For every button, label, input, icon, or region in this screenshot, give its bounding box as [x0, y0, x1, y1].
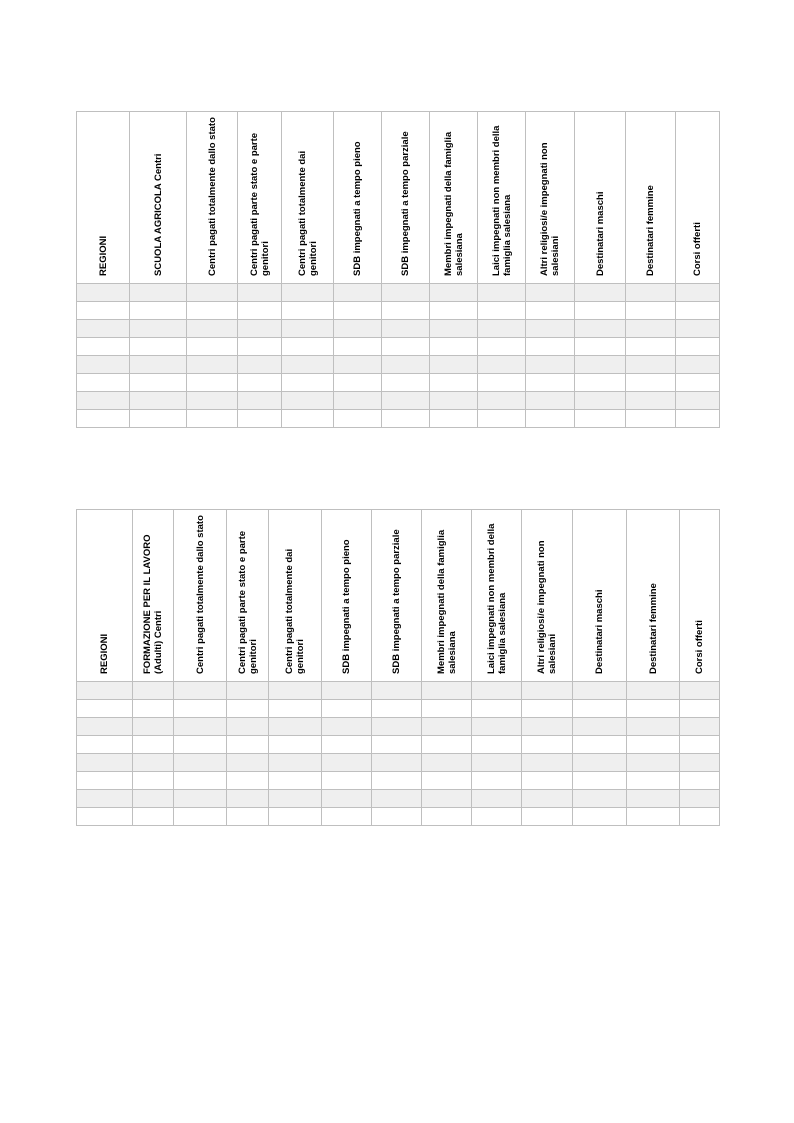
table-cell[interactable]	[573, 736, 627, 754]
table-cell[interactable]	[269, 682, 322, 700]
table-cell[interactable]	[422, 718, 472, 736]
table-cell[interactable]	[77, 338, 130, 356]
table-cell[interactable]	[133, 736, 174, 754]
table-cell[interactable]	[130, 284, 187, 302]
table-cell[interactable]	[575, 320, 626, 338]
table-cell[interactable]	[478, 392, 526, 410]
table-cell[interactable]	[478, 374, 526, 392]
table-cell[interactable]	[322, 718, 372, 736]
table-cell[interactable]	[680, 700, 720, 718]
table-cell[interactable]	[133, 682, 174, 700]
table-cell[interactable]	[133, 790, 174, 808]
table-cell[interactable]	[269, 754, 322, 772]
table-cell[interactable]	[133, 700, 174, 718]
table-cell[interactable]	[627, 718, 680, 736]
table-cell[interactable]	[133, 772, 174, 790]
table-cell[interactable]	[130, 338, 187, 356]
table-cell[interactable]	[472, 754, 522, 772]
table-cell[interactable]	[282, 302, 334, 320]
table-cell[interactable]	[77, 682, 133, 700]
table-cell[interactable]	[472, 736, 522, 754]
table-row	[77, 772, 720, 790]
table-cell[interactable]	[422, 754, 472, 772]
table-cell[interactable]	[227, 790, 269, 808]
table-cell[interactable]	[77, 392, 130, 410]
table-cell[interactable]	[334, 338, 382, 356]
table-cell[interactable]	[472, 808, 522, 826]
table-cell[interactable]	[430, 410, 478, 428]
table-cell[interactable]	[522, 772, 573, 790]
table-row	[77, 320, 720, 338]
table-cell[interactable]	[573, 718, 627, 736]
table-cell[interactable]	[573, 808, 627, 826]
table-cell[interactable]	[238, 320, 282, 338]
col-header-maschi: Destinatari maschi	[573, 510, 627, 682]
table-cell[interactable]	[522, 718, 573, 736]
table-cell[interactable]	[627, 808, 680, 826]
table-cell[interactable]	[526, 356, 575, 374]
table-cell[interactable]	[227, 754, 269, 772]
table-cell[interactable]	[526, 410, 575, 428]
table-cell[interactable]	[227, 718, 269, 736]
table-cell[interactable]	[77, 320, 130, 338]
table-cell[interactable]	[575, 338, 626, 356]
table-cell[interactable]	[227, 682, 269, 700]
col-header-corsi: Corsi offerti	[676, 112, 720, 284]
table-row	[77, 410, 720, 428]
table-cell[interactable]	[522, 700, 573, 718]
table-cell[interactable]	[77, 410, 130, 428]
col-header-regioni: REGIONI	[77, 112, 130, 284]
table-cell[interactable]	[680, 682, 720, 700]
table-cell[interactable]	[174, 790, 227, 808]
table-cell[interactable]	[573, 772, 627, 790]
table-cell[interactable]	[522, 736, 573, 754]
table-row	[77, 356, 720, 374]
table-cell[interactable]	[627, 790, 680, 808]
table-cell[interactable]	[472, 700, 522, 718]
table-row	[77, 736, 720, 754]
col-header-femmine: Destinatari femmine	[626, 112, 676, 284]
table-cell[interactable]	[174, 718, 227, 736]
table-cell[interactable]	[676, 392, 720, 410]
table-cell[interactable]	[174, 736, 227, 754]
table-row	[77, 338, 720, 356]
table-cell[interactable]	[422, 772, 472, 790]
col-header-altri: Altri religiosi/e impegnati non salesiani	[526, 112, 575, 284]
table-cell[interactable]	[282, 338, 334, 356]
table-cell[interactable]	[382, 374, 430, 392]
table-cell[interactable]	[130, 356, 187, 374]
table-cell[interactable]	[133, 754, 174, 772]
table-cell[interactable]	[627, 682, 680, 700]
col-header-laici: Laici impegnati non membri della famiglia salesiana	[472, 510, 522, 682]
table-cell[interactable]	[478, 356, 526, 374]
table-cell[interactable]	[626, 302, 676, 320]
table-cell[interactable]	[522, 808, 573, 826]
table-cell[interactable]	[430, 338, 478, 356]
col-header-pagati-stato: Centri pagati totalmente dallo stato	[174, 510, 227, 682]
col-header-corsi: Corsi offerti	[680, 510, 720, 682]
table-cell[interactable]	[133, 718, 174, 736]
table-cell[interactable]	[680, 772, 720, 790]
table-cell[interactable]	[187, 338, 238, 356]
formazione-lavoro-table	[76, 509, 720, 826]
table-cell[interactable]	[227, 772, 269, 790]
table-cell[interactable]	[478, 410, 526, 428]
table-cell[interactable]	[282, 392, 334, 410]
table-cell[interactable]	[77, 700, 133, 718]
col-header-pagati-genitori: Centri pagati totalmente dai genitori	[282, 112, 334, 284]
table-cell[interactable]	[382, 392, 430, 410]
table-cell[interactable]	[227, 808, 269, 826]
col-header-centri: SCUOLA AGRICOLA Centri	[130, 112, 187, 284]
table-cell[interactable]	[478, 338, 526, 356]
table-cell[interactable]	[430, 374, 478, 392]
table-cell[interactable]	[322, 754, 372, 772]
col-header-sdb-parziale: SDB impegnati a tempo parziale	[382, 112, 430, 284]
table-cell[interactable]	[77, 374, 130, 392]
table-cell[interactable]	[334, 356, 382, 374]
table-cell[interactable]	[526, 392, 575, 410]
table-cell[interactable]	[680, 808, 720, 826]
table-cell[interactable]	[372, 754, 422, 772]
table-cell[interactable]	[238, 392, 282, 410]
table-row	[77, 284, 720, 302]
table-cell[interactable]	[133, 808, 174, 826]
table-cell[interactable]	[372, 808, 422, 826]
table-row	[77, 754, 720, 772]
col-header-pagati-genitori: Centri pagati totalmente dai genitori	[269, 510, 322, 682]
table-cell[interactable]	[575, 410, 626, 428]
col-header-sdb-pieno: SDB impegnati a tempo pieno	[322, 510, 372, 682]
col-header-membri: Membri impegnati della famiglia salesiana	[422, 510, 472, 682]
table-cell[interactable]	[478, 302, 526, 320]
table-cell[interactable]	[238, 284, 282, 302]
table-cell[interactable]	[680, 754, 720, 772]
table-cell[interactable]	[130, 410, 187, 428]
table-cell[interactable]	[626, 392, 676, 410]
table-cell[interactable]	[573, 754, 627, 772]
table-cell[interactable]	[174, 808, 227, 826]
table-cell[interactable]	[269, 772, 322, 790]
table-cell[interactable]	[472, 772, 522, 790]
table-cell[interactable]	[334, 302, 382, 320]
table-cell[interactable]	[680, 718, 720, 736]
table-cell[interactable]	[322, 736, 372, 754]
table-cell[interactable]	[77, 754, 133, 772]
table-cell[interactable]	[174, 754, 227, 772]
table-cell[interactable]	[77, 284, 130, 302]
table-cell[interactable]	[282, 410, 334, 428]
table-cell[interactable]	[472, 790, 522, 808]
table-cell[interactable]	[422, 700, 472, 718]
table-cell[interactable]	[130, 374, 187, 392]
table-cell[interactable]	[77, 736, 133, 754]
col-header-pagati-stato: Centri pagati totalmente dallo stato	[187, 112, 238, 284]
table-cell[interactable]	[382, 338, 430, 356]
table-cell[interactable]	[680, 736, 720, 754]
table-cell[interactable]	[322, 790, 372, 808]
table-cell[interactable]	[282, 356, 334, 374]
table-cell[interactable]	[372, 718, 422, 736]
table-cell[interactable]	[187, 392, 238, 410]
table-cell[interactable]	[187, 410, 238, 428]
table-cell[interactable]	[478, 320, 526, 338]
table-cell[interactable]	[626, 338, 676, 356]
table-cell[interactable]	[626, 410, 676, 428]
table-cell[interactable]	[573, 700, 627, 718]
table-cell[interactable]	[238, 356, 282, 374]
table-cell[interactable]	[130, 392, 187, 410]
table-row	[77, 718, 720, 736]
table-cell[interactable]	[322, 700, 372, 718]
table-cell[interactable]	[526, 338, 575, 356]
table-cell[interactable]	[422, 790, 472, 808]
table-cell[interactable]	[187, 284, 238, 302]
col-header-membri: Membri impegnati della famiglia salesiana	[430, 112, 478, 284]
table-cell[interactable]	[130, 302, 187, 320]
table-cell[interactable]	[575, 392, 626, 410]
col-header-centri: FORMAZIONE PER IL LAVORO (Adulti) Centri	[133, 510, 174, 682]
table-cell[interactable]	[430, 302, 478, 320]
table-cell[interactable]	[526, 320, 575, 338]
table-cell[interactable]	[174, 700, 227, 718]
table-row	[77, 808, 720, 826]
table-cell[interactable]	[472, 682, 522, 700]
table-cell[interactable]	[77, 302, 130, 320]
table-cell[interactable]	[382, 302, 430, 320]
table-cell[interactable]	[627, 772, 680, 790]
table-cell[interactable]	[130, 320, 187, 338]
col-header-regioni: REGIONI	[77, 510, 133, 682]
col-header-pagati-parte: Centri pagati parte stato e parte genitori	[238, 112, 282, 284]
table-cell[interactable]	[526, 284, 575, 302]
table-cell[interactable]	[238, 338, 282, 356]
table-cell[interactable]	[626, 374, 676, 392]
table-cell[interactable]	[334, 392, 382, 410]
table-cell[interactable]	[676, 284, 720, 302]
table-cell[interactable]	[422, 736, 472, 754]
table-cell[interactable]	[269, 736, 322, 754]
table-cell[interactable]	[478, 284, 526, 302]
table-body	[77, 284, 720, 428]
table-cell[interactable]	[382, 356, 430, 374]
header-row	[77, 510, 720, 682]
table-cell[interactable]	[382, 410, 430, 428]
col-header-femmine: Destinatari femmine	[627, 510, 680, 682]
table-cell[interactable]	[77, 772, 133, 790]
table-cell[interactable]	[77, 356, 130, 374]
table-cell[interactable]	[626, 284, 676, 302]
col-header-pagati-parte: Centri pagati parte stato e parte genitori	[227, 510, 269, 682]
table-cell[interactable]	[430, 356, 478, 374]
table-cell[interactable]	[334, 320, 382, 338]
table-cell[interactable]	[676, 410, 720, 428]
table-cell[interactable]	[77, 808, 133, 826]
table-cell[interactable]	[573, 790, 627, 808]
table-cell[interactable]	[269, 700, 322, 718]
table-cell[interactable]	[382, 320, 430, 338]
table-cell[interactable]	[322, 772, 372, 790]
table-cell[interactable]	[575, 302, 626, 320]
table-cell[interactable]	[626, 320, 676, 338]
table-cell[interactable]	[575, 374, 626, 392]
table-cell[interactable]	[627, 700, 680, 718]
table-cell[interactable]	[269, 790, 322, 808]
col-header-sdb-parziale: SDB impegnati a tempo parziale	[372, 510, 422, 682]
table-cell[interactable]	[372, 790, 422, 808]
table-cell[interactable]	[269, 808, 322, 826]
table-cell[interactable]	[322, 682, 372, 700]
table-cell[interactable]	[676, 374, 720, 392]
table-cell[interactable]	[575, 284, 626, 302]
table-cell[interactable]	[676, 338, 720, 356]
table-body	[77, 682, 720, 826]
table-cell[interactable]	[382, 284, 430, 302]
table-row	[77, 790, 720, 808]
table-cell[interactable]	[372, 772, 422, 790]
table-cell[interactable]	[269, 718, 322, 736]
table-cell[interactable]	[227, 736, 269, 754]
table-cell[interactable]	[322, 808, 372, 826]
table-cell[interactable]	[430, 392, 478, 410]
table-cell[interactable]	[472, 718, 522, 736]
table-cell[interactable]	[334, 410, 382, 428]
table-cell[interactable]	[77, 790, 133, 808]
table-cell[interactable]	[372, 736, 422, 754]
table-cell[interactable]	[626, 356, 676, 374]
table-cell[interactable]	[430, 284, 478, 302]
table-cell[interactable]	[676, 320, 720, 338]
table-cell[interactable]	[627, 754, 680, 772]
table-cell[interactable]	[187, 356, 238, 374]
table-cell[interactable]	[676, 302, 720, 320]
header-row	[77, 112, 720, 284]
table-cell[interactable]	[430, 320, 478, 338]
col-header-maschi: Destinatari maschi	[575, 112, 626, 284]
table-cell[interactable]	[238, 302, 282, 320]
table-cell[interactable]	[187, 374, 238, 392]
table-cell[interactable]	[282, 320, 334, 338]
table-cell[interactable]	[334, 374, 382, 392]
table-cell[interactable]	[282, 374, 334, 392]
table-cell[interactable]	[187, 320, 238, 338]
table-cell[interactable]	[238, 374, 282, 392]
table-cell[interactable]	[422, 682, 472, 700]
table-row	[77, 302, 720, 320]
table-cell[interactable]	[174, 682, 227, 700]
table-cell[interactable]	[334, 284, 382, 302]
table-cell[interactable]	[676, 356, 720, 374]
col-header-laici: Laici impegnati non membri della famiglia salesiana	[478, 112, 526, 284]
table-row	[77, 682, 720, 700]
table-cell[interactable]	[526, 374, 575, 392]
table-cell[interactable]	[174, 772, 227, 790]
table-cell[interactable]	[282, 284, 334, 302]
table-cell[interactable]	[522, 790, 573, 808]
table-cell[interactable]	[522, 682, 573, 700]
table-cell[interactable]	[522, 754, 573, 772]
table-cell[interactable]	[575, 356, 626, 374]
table-cell[interactable]	[372, 682, 422, 700]
table-cell[interactable]	[187, 302, 238, 320]
table-row	[77, 392, 720, 410]
table-cell[interactable]	[573, 682, 627, 700]
table-cell[interactable]	[422, 808, 472, 826]
col-header-altri: Altri religiosi/e impegnati non salesiani	[522, 510, 573, 682]
table-cell[interactable]	[238, 410, 282, 428]
table-row	[77, 700, 720, 718]
table-cell[interactable]	[77, 718, 133, 736]
table-row	[77, 374, 720, 392]
table-cell[interactable]	[680, 790, 720, 808]
col-header-sdb-pieno: SDB impegnati a tempo pieno	[334, 112, 382, 284]
table-cell[interactable]	[372, 700, 422, 718]
table-cell[interactable]	[526, 302, 575, 320]
table-cell[interactable]	[227, 700, 269, 718]
table-cell[interactable]	[627, 736, 680, 754]
school-agricola-table	[76, 111, 720, 428]
